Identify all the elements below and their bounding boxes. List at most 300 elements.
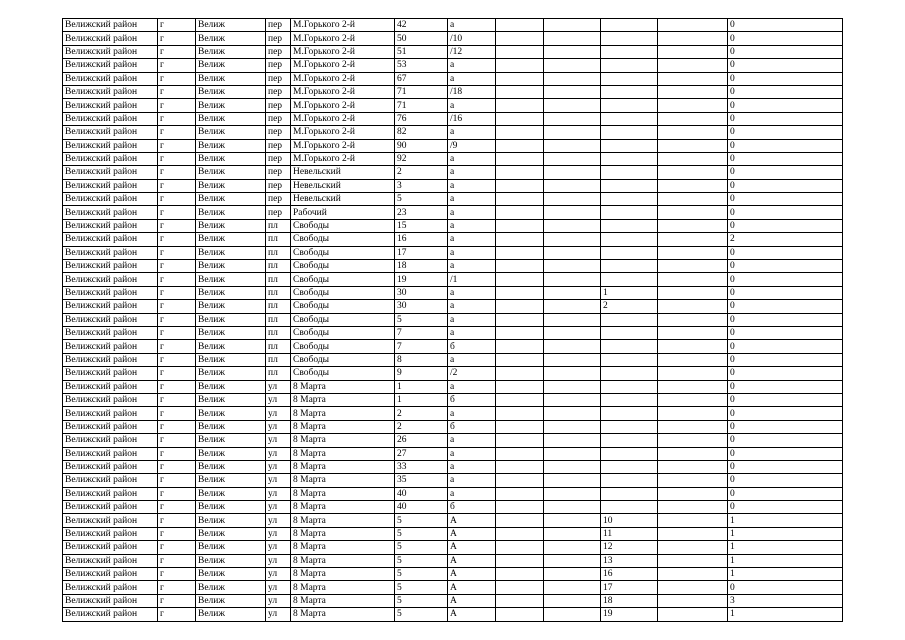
cell-col-8	[496, 85, 544, 98]
table-row	[63, 501, 843, 514]
cell-col-9	[544, 300, 601, 313]
cell-col-8	[496, 166, 544, 179]
cell-col-9	[544, 434, 601, 447]
cell-col-8	[496, 193, 544, 206]
cell-district: Велижский район	[63, 219, 158, 232]
cell-settlement: Велиж	[196, 85, 266, 98]
table-row	[63, 367, 843, 380]
cell-building: а	[448, 260, 496, 273]
cell-building: а	[448, 99, 496, 112]
cell-col-11	[658, 19, 728, 32]
cell-col-11	[658, 85, 728, 98]
cell-street: Рабочий	[291, 206, 395, 219]
cell-building: /10	[448, 32, 496, 45]
cell-street-type: ул	[266, 447, 291, 460]
cell-building: а	[448, 313, 496, 326]
cell-col-9	[544, 474, 601, 487]
table-row	[63, 460, 843, 473]
cell-building: /1	[448, 273, 496, 286]
cell-col-8	[496, 393, 544, 406]
cell-col-11	[658, 541, 728, 554]
cell-col-9	[544, 460, 601, 473]
cell-settlement-type: г	[158, 85, 196, 98]
cell-apartment	[601, 85, 658, 98]
cell-settlement: Велиж	[196, 152, 266, 165]
cell-street-type: пл	[266, 219, 291, 232]
cell-building: А	[448, 541, 496, 554]
cell-street: 8 Марта	[291, 554, 395, 567]
cell-count: 0	[728, 72, 843, 85]
cell-settlement: Велиж	[196, 313, 266, 326]
cell-building: а	[448, 434, 496, 447]
cell-settlement: Велиж	[196, 340, 266, 353]
table-row	[63, 353, 843, 366]
cell-count: 0	[728, 434, 843, 447]
cell-apartment	[601, 99, 658, 112]
cell-street: 8 Марта	[291, 541, 395, 554]
cell-house-number: 1	[395, 380, 448, 393]
cell-col-11	[658, 260, 728, 273]
cell-settlement: Велиж	[196, 45, 266, 58]
cell-settlement-type: г	[158, 59, 196, 72]
cell-apartment: 2	[601, 300, 658, 313]
cell-col-9	[544, 594, 601, 607]
cell-col-11	[658, 193, 728, 206]
cell-count: 0	[728, 152, 843, 165]
cell-col-8	[496, 594, 544, 607]
table-row	[63, 568, 843, 581]
cell-building: а	[448, 219, 496, 232]
cell-district: Велижский район	[63, 527, 158, 540]
cell-settlement-type: г	[158, 45, 196, 58]
cell-settlement-type: г	[158, 434, 196, 447]
cell-count: 0	[728, 353, 843, 366]
cell-district: Велижский район	[63, 460, 158, 473]
cell-house-number: 71	[395, 85, 448, 98]
cell-apartment	[601, 32, 658, 45]
cell-col-9	[544, 527, 601, 540]
cell-street-type: пер	[266, 166, 291, 179]
cell-count: 0	[728, 487, 843, 500]
cell-apartment	[601, 19, 658, 32]
cell-col-8	[496, 206, 544, 219]
cell-district: Велижский район	[63, 474, 158, 487]
table-row	[63, 434, 843, 447]
cell-settlement-type: г	[158, 367, 196, 380]
cell-col-8	[496, 380, 544, 393]
cell-settlement-type: г	[158, 353, 196, 366]
cell-col-11	[658, 353, 728, 366]
cell-col-8	[496, 313, 544, 326]
cell-street: 8 Марта	[291, 434, 395, 447]
cell-street: Свободы	[291, 367, 395, 380]
cell-count: 0	[728, 99, 843, 112]
cell-district: Велижский район	[63, 72, 158, 85]
cell-apartment	[601, 179, 658, 192]
cell-settlement-type: г	[158, 260, 196, 273]
cell-col-11	[658, 460, 728, 473]
cell-settlement: Велиж	[196, 139, 266, 152]
cell-street-type: пер	[266, 126, 291, 139]
cell-apartment	[601, 72, 658, 85]
cell-street: 8 Марта	[291, 407, 395, 420]
cell-house-number: 2	[395, 407, 448, 420]
cell-district: Велижский район	[63, 487, 158, 500]
table-row	[63, 139, 843, 152]
table-row	[63, 85, 843, 98]
cell-street-type: пл	[266, 313, 291, 326]
cell-house-number: 26	[395, 434, 448, 447]
cell-count: 0	[728, 246, 843, 259]
cell-col-9	[544, 19, 601, 32]
cell-count: 0	[728, 32, 843, 45]
cell-street: 8 Марта	[291, 460, 395, 473]
cell-settlement: Велиж	[196, 112, 266, 125]
cell-col-11	[658, 313, 728, 326]
cell-building: /16	[448, 112, 496, 125]
cell-col-8	[496, 353, 544, 366]
cell-apartment	[601, 206, 658, 219]
cell-house-number: 5	[395, 514, 448, 527]
cell-house-number: 1	[395, 393, 448, 406]
cell-settlement: Велиж	[196, 179, 266, 192]
cell-district: Велижский район	[63, 233, 158, 246]
cell-col-11	[658, 554, 728, 567]
cell-house-number: 76	[395, 112, 448, 125]
cell-street: М.Горького 2-й	[291, 85, 395, 98]
cell-col-11	[658, 594, 728, 607]
cell-street-type: ул	[266, 501, 291, 514]
cell-settlement: Велиж	[196, 353, 266, 366]
cell-district: Велижский район	[63, 286, 158, 299]
cell-district: Велижский район	[63, 85, 158, 98]
cell-col-9	[544, 126, 601, 139]
cell-district: Велижский район	[63, 152, 158, 165]
cell-district: Велижский район	[63, 420, 158, 433]
cell-district: Велижский район	[63, 126, 158, 139]
cell-settlement: Велиж	[196, 260, 266, 273]
cell-street: 8 Марта	[291, 514, 395, 527]
cell-apartment	[601, 474, 658, 487]
cell-col-8	[496, 487, 544, 500]
cell-street: Свободы	[291, 233, 395, 246]
cell-count: 0	[728, 166, 843, 179]
cell-col-8	[496, 541, 544, 554]
cell-settlement-type: г	[158, 273, 196, 286]
cell-settlement: Велиж	[196, 487, 266, 500]
cell-district: Велижский район	[63, 32, 158, 45]
cell-col-11	[658, 340, 728, 353]
cell-house-number: 27	[395, 447, 448, 460]
cell-house-number: 40	[395, 501, 448, 514]
cell-building: б	[448, 501, 496, 514]
cell-apartment: 10	[601, 514, 658, 527]
cell-street-type: ул	[266, 380, 291, 393]
cell-settlement-type: г	[158, 407, 196, 420]
table-row	[63, 326, 843, 339]
cell-district: Велижский район	[63, 447, 158, 460]
cell-settlement: Велиж	[196, 326, 266, 339]
cell-settlement: Велиж	[196, 474, 266, 487]
cell-street-type: пер	[266, 45, 291, 58]
cell-street-type: пл	[266, 340, 291, 353]
cell-street-type: пер	[266, 59, 291, 72]
cell-count: 0	[728, 126, 843, 139]
cell-district: Велижский район	[63, 554, 158, 567]
cell-col-11	[658, 233, 728, 246]
cell-street-type: пер	[266, 32, 291, 45]
cell-col-8	[496, 99, 544, 112]
cell-settlement: Велиж	[196, 554, 266, 567]
cell-count: 0	[728, 460, 843, 473]
cell-house-number: 7	[395, 340, 448, 353]
cell-settlement-type: г	[158, 139, 196, 152]
cell-building: а	[448, 407, 496, 420]
cell-building: а	[448, 126, 496, 139]
cell-house-number: 3	[395, 179, 448, 192]
cell-settlement: Велиж	[196, 460, 266, 473]
cell-settlement-type: г	[158, 326, 196, 339]
cell-col-8	[496, 514, 544, 527]
cell-street: 8 Марта	[291, 380, 395, 393]
cell-district: Велижский район	[63, 112, 158, 125]
cell-street-type: пл	[266, 233, 291, 246]
cell-col-9	[544, 313, 601, 326]
cell-house-number: 40	[395, 487, 448, 500]
cell-settlement: Велиж	[196, 594, 266, 607]
cell-street-type: пл	[266, 273, 291, 286]
cell-apartment	[601, 112, 658, 125]
cell-street: М.Горького 2-й	[291, 139, 395, 152]
cell-count: 0	[728, 112, 843, 125]
cell-apartment: 12	[601, 541, 658, 554]
cell-col-9	[544, 340, 601, 353]
table-row	[63, 32, 843, 45]
cell-building: а	[448, 193, 496, 206]
cell-col-8	[496, 407, 544, 420]
cell-settlement: Велиж	[196, 501, 266, 514]
table-row	[63, 447, 843, 460]
cell-col-9	[544, 286, 601, 299]
cell-building: /18	[448, 85, 496, 98]
cell-house-number: 71	[395, 99, 448, 112]
cell-count: 0	[728, 447, 843, 460]
cell-district: Велижский район	[63, 380, 158, 393]
cell-col-11	[658, 447, 728, 460]
cell-settlement-type: г	[158, 166, 196, 179]
cell-house-number: 92	[395, 152, 448, 165]
cell-settlement-type: г	[158, 393, 196, 406]
cell-col-11	[658, 32, 728, 45]
cell-settlement-type: г	[158, 193, 196, 206]
cell-street-type: пл	[266, 353, 291, 366]
cell-street-type: пер	[266, 72, 291, 85]
cell-col-8	[496, 474, 544, 487]
cell-col-8	[496, 246, 544, 259]
cell-col-9	[544, 233, 601, 246]
cell-settlement-type: г	[158, 554, 196, 567]
cell-street-type: ул	[266, 514, 291, 527]
cell-street: Невельский	[291, 179, 395, 192]
table-row	[63, 487, 843, 500]
table-row	[63, 313, 843, 326]
cell-district: Велижский район	[63, 407, 158, 420]
cell-building: а	[448, 72, 496, 85]
cell-settlement-type: г	[158, 286, 196, 299]
cell-district: Велижский район	[63, 45, 158, 58]
cell-col-9	[544, 59, 601, 72]
table-row	[63, 541, 843, 554]
cell-house-number: 82	[395, 126, 448, 139]
cell-count: 1	[728, 608, 843, 621]
cell-col-11	[658, 581, 728, 594]
table-body	[63, 19, 843, 622]
cell-settlement: Велиж	[196, 72, 266, 85]
cell-house-number: 50	[395, 32, 448, 45]
table-row	[63, 233, 843, 246]
cell-house-number: 35	[395, 474, 448, 487]
cell-col-9	[544, 152, 601, 165]
cell-street-type: пл	[266, 246, 291, 259]
cell-count: 0	[728, 474, 843, 487]
cell-count: 0	[728, 59, 843, 72]
cell-settlement-type: г	[158, 527, 196, 540]
cell-street: Свободы	[291, 326, 395, 339]
cell-apartment: 16	[601, 568, 658, 581]
cell-col-9	[544, 179, 601, 192]
cell-settlement: Велиж	[196, 568, 266, 581]
cell-apartment	[601, 420, 658, 433]
cell-building: б	[448, 393, 496, 406]
cell-settlement-type: г	[158, 219, 196, 232]
table-row	[63, 166, 843, 179]
cell-col-8	[496, 219, 544, 232]
cell-col-11	[658, 367, 728, 380]
cell-settlement: Велиж	[196, 527, 266, 540]
cell-building: А	[448, 554, 496, 567]
cell-settlement: Велиж	[196, 206, 266, 219]
cell-street: М.Горького 2-й	[291, 112, 395, 125]
cell-settlement: Велиж	[196, 434, 266, 447]
cell-col-9	[544, 420, 601, 433]
cell-street-type: пл	[266, 367, 291, 380]
table-row	[63, 112, 843, 125]
cell-street: М.Горького 2-й	[291, 59, 395, 72]
table-row	[63, 581, 843, 594]
cell-settlement-type: г	[158, 568, 196, 581]
cell-street-type: пл	[266, 326, 291, 339]
cell-settlement-type: г	[158, 594, 196, 607]
cell-street: Свободы	[291, 219, 395, 232]
cell-settlement-type: г	[158, 447, 196, 460]
cell-col-8	[496, 273, 544, 286]
cell-col-9	[544, 554, 601, 567]
cell-house-number: 9	[395, 367, 448, 380]
cell-settlement: Велиж	[196, 300, 266, 313]
cell-street: М.Горького 2-й	[291, 19, 395, 32]
cell-col-8	[496, 581, 544, 594]
cell-col-9	[544, 541, 601, 554]
cell-building: А	[448, 568, 496, 581]
cell-building: а	[448, 179, 496, 192]
cell-district: Велижский район	[63, 139, 158, 152]
cell-street-type: пер	[266, 139, 291, 152]
cell-col-9	[544, 206, 601, 219]
cell-street: 8 Марта	[291, 447, 395, 460]
cell-building: а	[448, 300, 496, 313]
cell-building: А	[448, 514, 496, 527]
cell-house-number: 5	[395, 313, 448, 326]
table-row	[63, 527, 843, 540]
cell-apartment	[601, 45, 658, 58]
cell-street: Свободы	[291, 246, 395, 259]
cell-col-8	[496, 501, 544, 514]
cell-apartment	[601, 434, 658, 447]
cell-col-11	[658, 166, 728, 179]
cell-settlement: Велиж	[196, 393, 266, 406]
cell-settlement: Велиж	[196, 59, 266, 72]
cell-count: 1	[728, 541, 843, 554]
cell-street-type: пер	[266, 152, 291, 165]
table-row	[63, 59, 843, 72]
cell-count: 1	[728, 568, 843, 581]
table-row	[63, 152, 843, 165]
cell-settlement: Велиж	[196, 219, 266, 232]
cell-district: Велижский район	[63, 59, 158, 72]
cell-street-type: пл	[266, 286, 291, 299]
cell-col-8	[496, 286, 544, 299]
cell-count: 1	[728, 514, 843, 527]
cell-col-11	[658, 286, 728, 299]
cell-street-type: ул	[266, 407, 291, 420]
cell-col-8	[496, 340, 544, 353]
cell-building: а	[448, 166, 496, 179]
cell-col-8	[496, 126, 544, 139]
cell-street-type: пер	[266, 112, 291, 125]
cell-settlement-type: г	[158, 179, 196, 192]
table-row	[63, 608, 843, 621]
cell-building: А	[448, 608, 496, 621]
cell-apartment	[601, 313, 658, 326]
cell-col-9	[544, 581, 601, 594]
cell-building: а	[448, 246, 496, 259]
cell-apartment	[601, 152, 658, 165]
cell-street-type: ул	[266, 393, 291, 406]
cell-col-9	[544, 514, 601, 527]
cell-house-number: 5	[395, 608, 448, 621]
cell-street: Свободы	[291, 273, 395, 286]
cell-apartment	[601, 166, 658, 179]
cell-street-type: ул	[266, 541, 291, 554]
cell-count: 0	[728, 219, 843, 232]
cell-house-number: 30	[395, 300, 448, 313]
cell-col-11	[658, 487, 728, 500]
cell-col-9	[544, 501, 601, 514]
cell-col-8	[496, 179, 544, 192]
cell-district: Велижский район	[63, 393, 158, 406]
cell-house-number: 33	[395, 460, 448, 473]
cell-house-number: 90	[395, 139, 448, 152]
table-row	[63, 126, 843, 139]
cell-street: 8 Марта	[291, 527, 395, 540]
cell-building: б	[448, 420, 496, 433]
cell-settlement-type: г	[158, 246, 196, 259]
cell-house-number: 5	[395, 541, 448, 554]
cell-district: Велижский район	[63, 367, 158, 380]
cell-col-11	[658, 393, 728, 406]
cell-settlement-type: г	[158, 340, 196, 353]
cell-col-11	[658, 126, 728, 139]
